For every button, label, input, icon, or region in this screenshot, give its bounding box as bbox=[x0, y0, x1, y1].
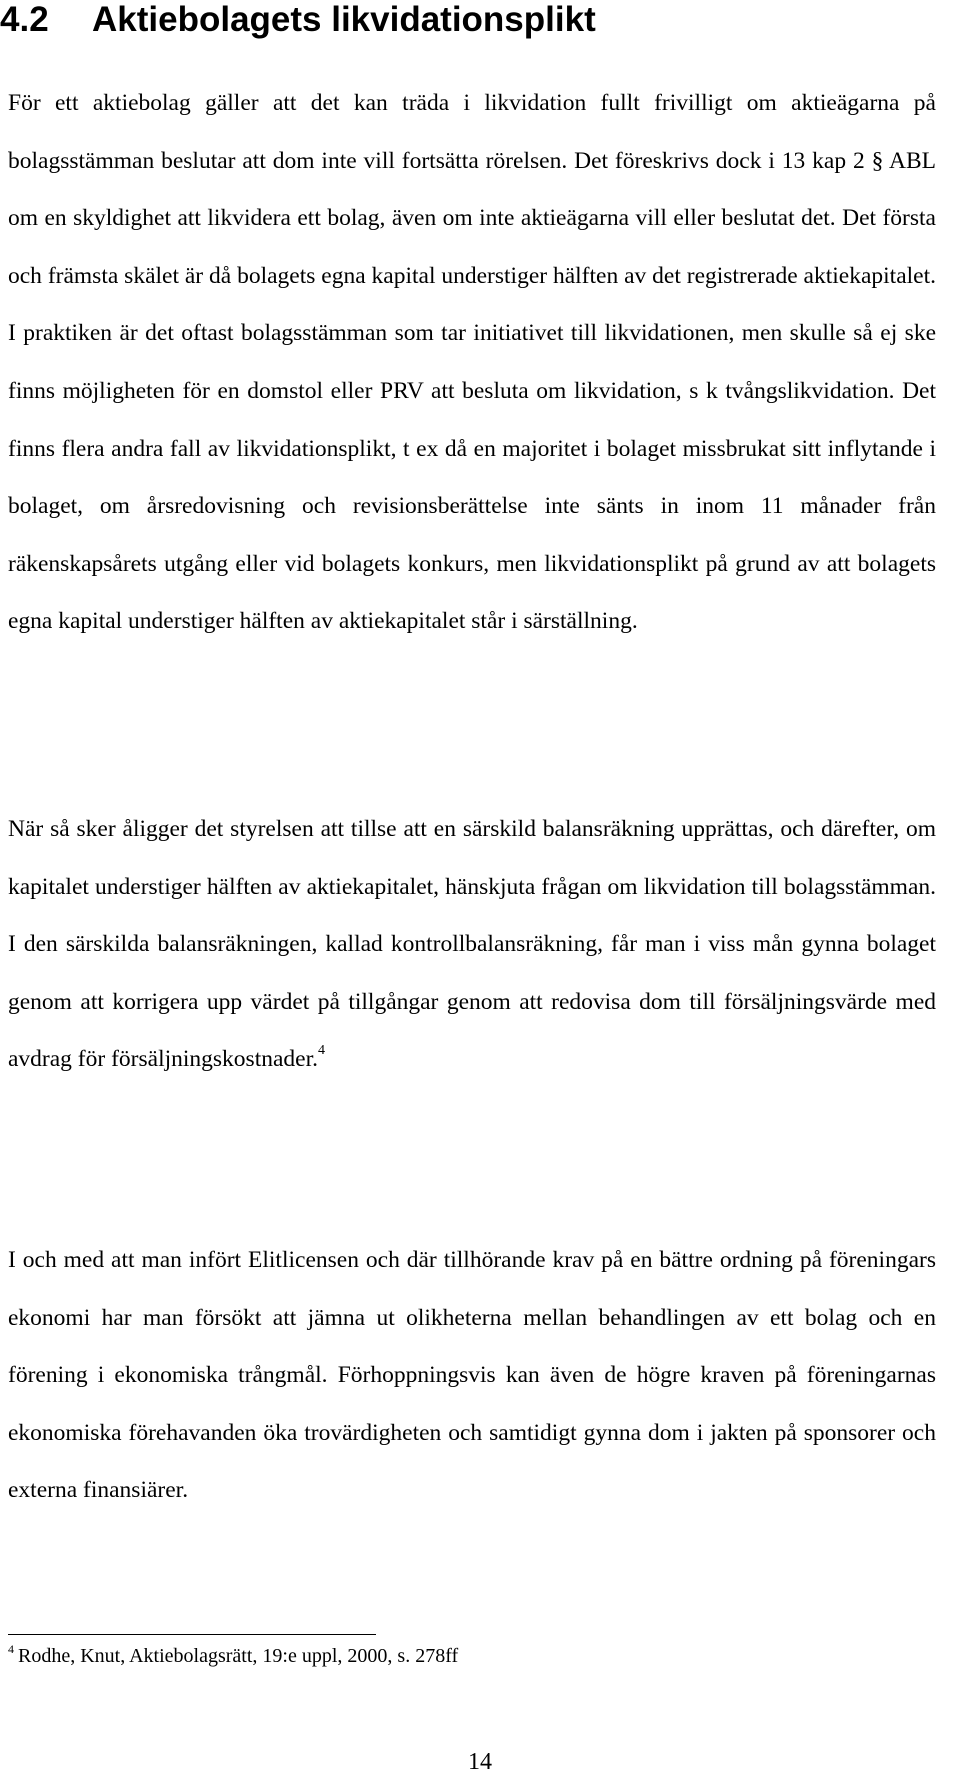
paragraph-2-text: När så sker åligger det styrelsen att tillse att en särskild balansräkning upprättas, och därefter, om kapitalet understiger hälften av aktiekapitalet, hänskjuta frågan om likvidation till bolagsstämman. I den särskilda balansräkningen, kallad kontrollbalansräkning, får man i viss mån gynna bolaget genom att korrigera upp värdet på tillgångar genom att redovisa dom till försäljningsvärde med avdrag för försäljningskostnader. bbox=[8, 816, 936, 1073]
footnote bbox=[8, 1641, 908, 1671]
footnote-separator bbox=[8, 1634, 376, 1635]
paragraph-3: I och med att man infört Elitlicensen och där tillhörande krav på en bättre ordning på föreningars ekonomi har man försökt att jämna ut olikheterna mellan behandlingen av ett bolag och en förening i ekonomiska trångmål. Förhoppningsvis kan även de högre kraven på föreningarnas ekonomiska förehavanden öka trovärdigheten och samtidigt gynna dom i jakten på sponsorer och externa finansiärer. bbox=[8, 1247, 936, 1504]
footnote-text: Rodhe, Knut, Aktiebolagsrätt, 19:e uppl, 2000, s. 278ff bbox=[18, 1645, 459, 1667]
paragraph-2 bbox=[8, 801, 936, 1089]
section-heading bbox=[0, 0, 596, 40]
page-number: 14 bbox=[468, 1749, 492, 1775]
footnote-marker: 4 bbox=[8, 1642, 14, 1656]
paragraph-1: För ett aktiebolag gäller att det kan träda i likvidation fullt frivilligt om aktieägarna på bolagsstämman beslutar att dom inte vill fortsätta rörelsen. Det föreskrivs dock i 13 kap 2 § ABL om en skyldighet att likvidera ett bolag, även om inte aktieägarna vill eller beslutat det. Det första och främsta skälet är då bolagets egna kapital understiger hälften av det registrerade aktiekapitalet. I praktiken är det oftast bolagsstämman som tar initiativet till likvidationen, men skulle så ej ske finns möjligheten för en domstol eller PRV att besluta om likvidation, s k tvångslikvidation. Det finns flera andra fall av likvidationsplikt, t ex då en majoritet i bolaget missbrukat sitt inflytande i bolaget, om årsredovisning och revisionsberättelse inte sänts in inom 11 månader från räkenskapsårets utgång eller vid bolagets konkurs, men likvidationsplikt på grund av att bolagets egna kapital understiger hälften av aktiekapitalet står i särställning. bbox=[8, 90, 936, 635]
section-number: 4.2 bbox=[0, 0, 49, 39]
section-title: Aktiebolagets likvidationsplikt bbox=[92, 0, 596, 39]
footnote-reference[interactable]: 4 bbox=[318, 1043, 325, 1059]
